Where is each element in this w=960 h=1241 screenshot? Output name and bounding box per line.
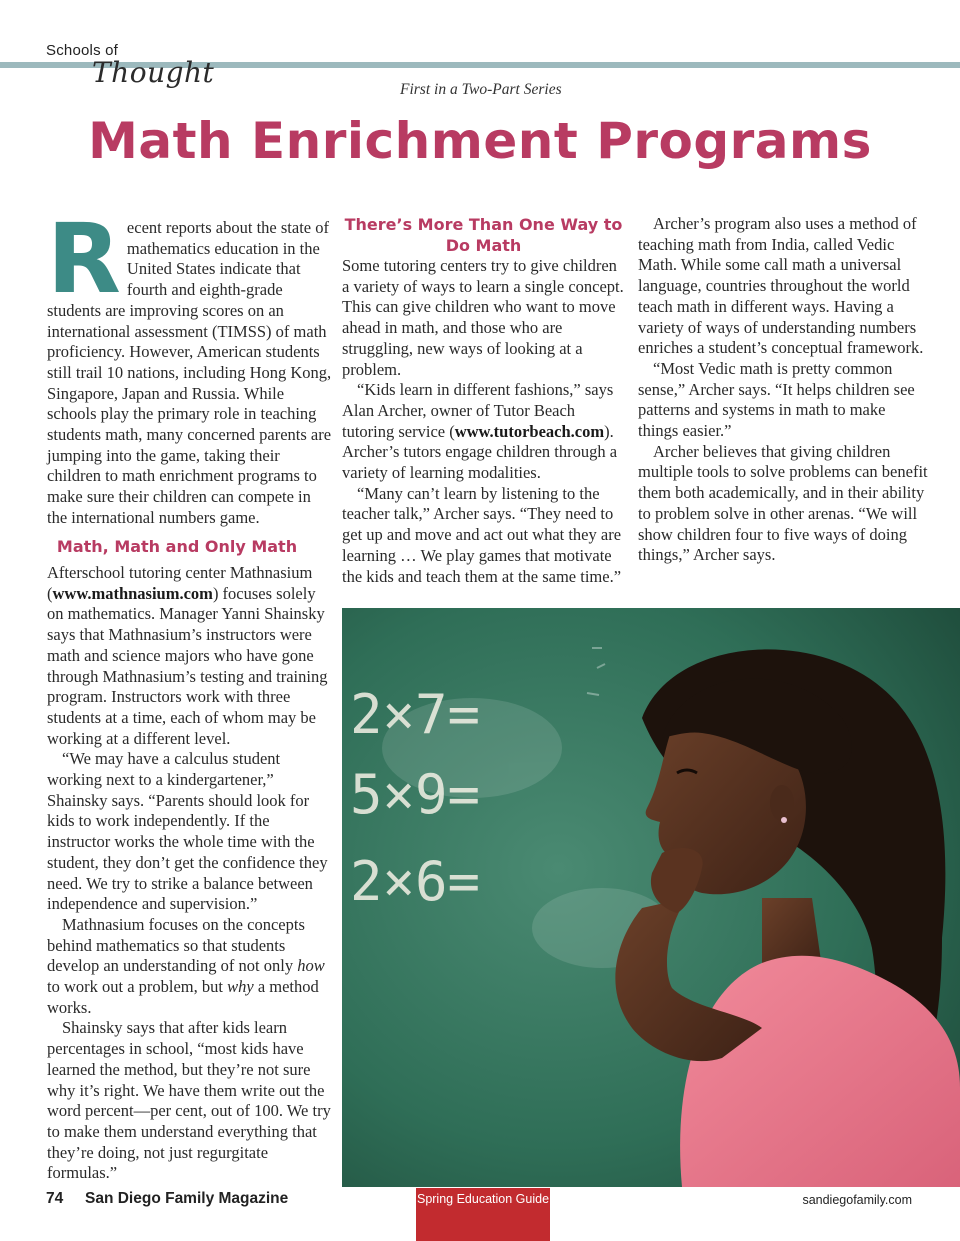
article-headline: Math Enrichment Programs [88,112,872,170]
paragraph: “Most Vedic math is pretty common sense,” Archer says. “It helps children see patterns and systems in math to make things easier.” [638,358,915,441]
paragraph: Archer’s program also uses a method of teaching math from India, called Vedic Math. While some call math a universal language, countries throughout the world teach math in different ways. Having a variety of ways of understanding numbers enriches a student’s conceptual framework. [638,214,924,358]
drop-cap: R [47,203,121,315]
paragraph: “Many can’t learn by listening to the teacher talk,” Archer says. “They need to get up and move and act out what they are learning … We play games that motivate the kids and teach them at the same time.” [342,483,622,586]
tutorbeach-link[interactable]: www.tutorbeach.com [454,421,605,441]
chalkboard-girl-illustration [342,608,960,1187]
paragraph: Mathnasium focuses on the concepts behind mathematics so that students develop an understanding of not only how to work out a problem, but why a method works. [47,914,325,1017]
paragraph: “Kids learn in different fashions,” says Alan Archer, owner of Tutor Beach tutoring service (www.tutorbeach.com). Archer’s tutors engage children through a variety of learning modalities. [342,380,618,483]
mathnasium-link[interactable]: www.mathnasium.com [52,583,213,603]
paragraph: Archer believes that giving children multiple tools to solve problems can benefit them both academically, and in their ability to problem solve in other arenas. “We will show children four to five ways of doing things,” Archer says. [638,441,928,565]
chalk-equation-1: 2×7= [350,683,481,746]
section-label-top: Schools of [46,42,119,59]
column-3-body [638,214,928,566]
chalk-equation-2: 5×9= [350,763,481,826]
article-photo [342,608,960,1187]
paragraph: Afterschool tutoring center Mathnasium (www.mathnasium.com) focuses solely on mathematics. Manager Yanni Shainsky says that Mathnasium’s instructors were math and science majors who have gone through Mathnasium’s testing and training program. Instructors work with three students at a time, each of whom may be working at a different level. [47,563,328,748]
subhead-more-than-one-way: There’s More Than One Way to Do Math [344,215,623,255]
section-label-bottom: Thought [92,56,215,89]
paragraph: Some tutoring centers try to give children a variety of ways to learn a single concept. This can give children who want to move ahead in math, and those who are struggling, new ways of looking at a problem. [342,256,624,379]
chalk-equation-3: 2×6= [350,850,481,913]
series-label: First in a Two-Part Series [400,81,562,98]
column-1-body [47,563,332,1184]
paragraph: “We may have a calculus student working next to a kindergartener,” Shainsky says. “Parents should look for kids to work independently. If the instructor works the whole time with the student, they don’t get the confidence they need. We try to strike a balance between independence and supervision.” [47,749,328,914]
intro-paragraph: ecent reports about the state of mathematics education in the United States indicate that fourth and eighth-grade students are improving scores on an international assessment (TIMSS) of math proficiency. However, American students still trail 10 nations, including Hong Kong, Singapore, Japan and Russia. While schools play the primary role in teaching students math, many concerned parents are jumping into the game, taking their children to math enrichment programs to make sure their children can compete in the international numbers game. [47,218,332,527]
magazine-name: San Diego Family Magazine [85,1190,289,1207]
page-number: 74 [46,1190,64,1207]
column-1-intro [47,203,332,529]
subhead-math-only: Math, Math and Only Math [56,537,298,556]
column-2-body [342,256,625,587]
guide-label: Spring Education Guide [416,1192,550,1206]
paragraph: Shainsky says that after kids learn percentages in school, “most kids have learned the method, but they’re not sure why it’s right. We have them write out the word percent—per cent, out of 100. We try to make them understand everything that they’re doing, not just regurgitate formulas.” [47,1018,331,1183]
website-url[interactable]: sandiegofamily.com [802,1193,912,1207]
